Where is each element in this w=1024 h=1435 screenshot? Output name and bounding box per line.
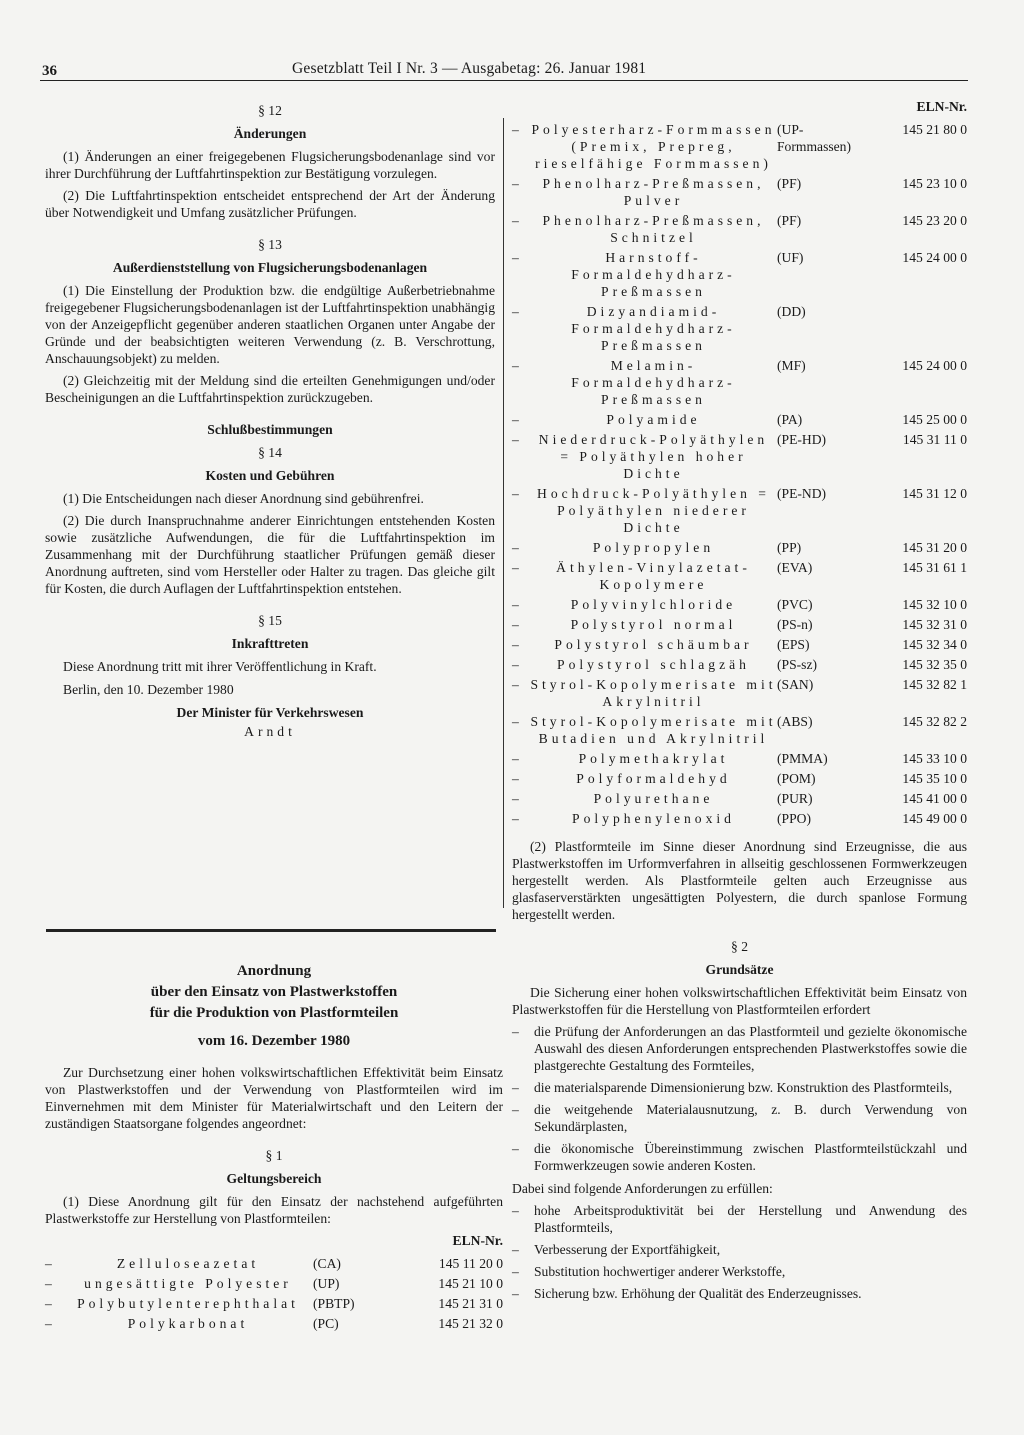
row-dash: – xyxy=(512,677,519,692)
requirements-list xyxy=(512,1202,967,1302)
table-row xyxy=(512,750,967,770)
eln-number: 145 32 34 0 xyxy=(902,637,967,652)
table-row xyxy=(512,411,967,431)
page-number: 36 xyxy=(42,63,57,79)
row-dash: – xyxy=(512,432,519,447)
eln-number: 145 21 31 0 xyxy=(438,1296,503,1311)
material-name: Polypropylen xyxy=(592,540,715,555)
eln-number: 145 23 10 0 xyxy=(902,176,967,191)
row-dash: – xyxy=(512,250,519,265)
material-abbreviation: (PPO) xyxy=(777,811,811,826)
list-item: – die materialsparende Dimensionierung bzw. Konstruktion des Plastformteils, xyxy=(512,1079,967,1096)
table-row xyxy=(512,810,967,830)
table-row xyxy=(512,636,967,656)
eln-number: 145 31 11 0 xyxy=(902,432,967,447)
material-abbreviation: (PF) xyxy=(777,176,802,191)
material-name: Polyvinylchloride xyxy=(570,597,737,612)
row-dash: – xyxy=(512,637,519,652)
table-row xyxy=(512,485,967,539)
eln-number: 145 21 32 0 xyxy=(438,1316,503,1331)
row-dash: – xyxy=(45,1276,52,1291)
material-name: Styrol-Kopolymerisate mit Akrylnitril xyxy=(530,677,777,709)
section-mark-12: § 12 xyxy=(258,103,282,118)
material-abbreviation: (PF) xyxy=(777,213,802,228)
table-row xyxy=(512,121,967,175)
anordnung-date: vom 16. Dezember 1980 xyxy=(197,1033,351,1049)
table-row xyxy=(512,596,967,616)
material-abbreviation: (CA) xyxy=(313,1256,341,1271)
header-rule xyxy=(40,80,968,81)
page-header-title: Gesetzblatt Teil I Nr. 3 — Ausgabetag: 26. Januar 1981 xyxy=(292,60,647,77)
row-dash: – xyxy=(512,811,519,826)
material-name: Phenolharz-Preßmassen, Schnitzel xyxy=(542,213,765,245)
list-item: – Sicherung bzw. Erhöhung der Qualität des Enderzeugnisses. xyxy=(512,1285,967,1302)
material-abbreviation: (PE-HD) xyxy=(777,432,827,447)
row-dash: – xyxy=(45,1296,52,1311)
material-abbreviation: (PBTP) xyxy=(313,1296,355,1311)
eln-number xyxy=(877,303,967,357)
row-dash: – xyxy=(512,714,519,729)
material-name: Polyurethane xyxy=(593,791,714,806)
table-row xyxy=(512,676,967,713)
material-name: Melamin-Formaldehydharz-Preßmassen xyxy=(571,358,736,407)
row-dash: – xyxy=(512,122,519,137)
row-dash: – xyxy=(512,486,519,501)
eln-number: 145 31 12 0 xyxy=(902,486,967,501)
material-abbreviation: (PA) xyxy=(777,412,803,427)
section-title-13: Außerdienststellung von Flugsicherungsbodenanlagen xyxy=(112,260,428,275)
material-name: Niederdruck-Polyäthylen = Polyäthylen hoher Dichte xyxy=(538,432,769,481)
paragraph: (2) Gleichzeitig mit der Meldung sind die erteilten Genehmigungen und/oder Bescheinigungen an die Luftfahrtinspektion zurückzugeben. xyxy=(45,373,495,405)
eln-number: 145 31 61 1 xyxy=(902,560,967,575)
eln-number: 145 24 00 0 xyxy=(902,358,967,373)
material-abbreviation: (POM) xyxy=(777,771,816,786)
material-name: Styrol-Kopolymerisate mit Butadien und Akrylnitril xyxy=(530,714,777,746)
table-row xyxy=(45,1275,503,1295)
anordnung-subtitle: über den Einsatz von Plastwerkstoffen xyxy=(150,984,398,1000)
row-dash: – xyxy=(512,617,519,632)
eln-number: 145 11 20 0 xyxy=(438,1256,503,1271)
paragraph: (1) Die Einstellung der Produktion bzw. die endgültige Außerbetriebnahme freigegebener Flugsicherungsbodenanlagen ist der Luftfahrtinspektion unabhängig von der Anzeigepflicht gegenüber anderen staatlichen Organen unter Angabe der Gründe und der beabsichtigten weiteren Verwendung (z. B. Verschrottung, Anschauungsobjekt) zu melden. xyxy=(45,283,495,366)
paragraph: Die Sicherung einer hohen volkswirtschaftlichen Effektivität beim Einsatz von Plastwerkstoffen für die Herstellung von Plastformteilen erfordert xyxy=(512,985,967,1017)
material-name: ungesättigte Polyester xyxy=(84,1276,292,1291)
table-row xyxy=(45,1295,503,1315)
eln-number: 145 33 10 0 xyxy=(902,751,967,766)
list-item: – hohe Arbeitsproduktivität bei der Herstellung und Anwendung des Plastformteils, xyxy=(512,1202,967,1236)
paragraph: (1) Diese Anordnung gilt für den Einsatz der nachstehend aufgeführten Plastwerkstoffe zur Herstellung von Plastformteilen: xyxy=(45,1194,503,1226)
row-dash: – xyxy=(512,771,519,786)
eln-number: 145 49 00 0 xyxy=(902,811,967,826)
material-abbreviation: (PMMA) xyxy=(777,751,828,766)
material-abbreviation: (PS-n) xyxy=(777,617,813,632)
material-abbreviation: (UP-Formmassen) xyxy=(777,122,852,154)
eln-number: 145 24 00 0 xyxy=(902,250,967,265)
list-item: – Substitution hochwertiger anderer Werkstoffe, xyxy=(512,1263,967,1280)
row-dash: – xyxy=(512,304,519,319)
material-name: Polyamide xyxy=(606,412,701,427)
section-title-2: Grundsätze xyxy=(705,962,774,977)
eln-number: 145 32 10 0 xyxy=(902,597,967,612)
material-abbreviation: (PVC) xyxy=(777,597,813,612)
table-row xyxy=(512,539,967,559)
list-item: – die Prüfung der Anforderungen an das Plastformteil und gezielte ökonomische Auswahl des diesen Anforderungen entsprechenden Plastwerkstoffes sowie die plastgerechte Gestaltung des Formteiles, xyxy=(512,1023,967,1074)
part-title-schluss: Schlußbestimmungen xyxy=(207,422,333,437)
eln-column-header: ELN-Nr. xyxy=(452,1233,503,1248)
material-name: Polyphenylenoxid xyxy=(572,811,735,826)
row-dash: – xyxy=(512,540,519,555)
materials-table-right xyxy=(512,121,967,830)
eln-number: 145 32 82 1 xyxy=(902,677,967,692)
material-abbreviation: (MF) xyxy=(777,358,806,373)
eln-number: 145 31 20 0 xyxy=(902,540,967,555)
eln-number: 145 32 82 2 xyxy=(902,714,967,729)
material-name: Polystyrol normal xyxy=(570,617,737,632)
row-dash: – xyxy=(512,358,519,373)
column-divider xyxy=(503,118,504,908)
eln-number: 145 25 00 0 xyxy=(902,412,967,427)
eln-column-header: ELN-Nr. xyxy=(916,99,967,114)
row-dash: – xyxy=(512,412,519,427)
material-name: Polyesterharz-Formmassen (Premix, Prepreg, rieselfähige Formmassen) xyxy=(531,122,776,171)
table-row xyxy=(512,770,967,790)
left-column xyxy=(45,102,495,740)
list-item: – die ökonomische Übereinstimmung zwischen Plastformteilstückzahl und Formwerkzeugen sowie anderen Kosten. xyxy=(512,1140,967,1174)
material-name: Harnstoff-Formaldehydharz-Preßmassen xyxy=(571,250,736,299)
section-mark-13: § 13 xyxy=(258,237,282,252)
anordnung-block xyxy=(45,962,503,1335)
paragraph: (1) Die Entscheidungen nach dieser Anordnung sind gebührenfrei. xyxy=(63,491,424,506)
section-title-15: Inkrafttreten xyxy=(231,636,309,651)
section-title-12: Änderungen xyxy=(233,126,307,141)
table-row xyxy=(512,713,967,750)
eln-number: 145 23 20 0 xyxy=(902,213,967,228)
material-name: Phenolharz-Preßmassen, Pulver xyxy=(542,176,765,208)
material-abbreviation: (EPS) xyxy=(777,637,810,652)
material-abbreviation: (PE-ND) xyxy=(777,486,827,501)
table-row xyxy=(512,249,967,303)
table-row xyxy=(512,616,967,636)
row-dash: – xyxy=(512,657,519,672)
preamble: Zur Durchsetzung einer hohen volkswirtschaftlichen Effektivität beim Einsatz von Plastwerkstoffen und der Verwendung von Plastformteilen wird im Einvernehmen mit dem Minister für Materialwirtschaft und den Leitern der zuständigen Staatsorgane folgendes angeordnet: xyxy=(45,1065,503,1131)
section-mark-14: § 14 xyxy=(258,445,282,460)
material-name: Polyformaldehyd xyxy=(576,771,731,786)
row-dash: – xyxy=(512,751,519,766)
material-name: Hochdruck-Polyäthylen = Polyäthylen niederer Dichte xyxy=(537,486,770,535)
anordnung-subtitle: für die Produktion von Plastformteilen xyxy=(149,1005,399,1021)
table-row xyxy=(512,303,967,357)
material-name: Polystyrol schlagzäh xyxy=(557,657,750,672)
material-abbreviation: (PP) xyxy=(777,540,802,555)
table-row xyxy=(512,357,967,411)
row-dash: – xyxy=(45,1256,52,1271)
material-abbreviation: (UF) xyxy=(777,250,804,265)
section-mark-15: § 15 xyxy=(258,613,282,628)
eln-number: 145 41 00 0 xyxy=(902,791,967,806)
eln-number: 145 21 80 0 xyxy=(902,122,967,137)
paragraph: (1) Änderungen an einer freigegebenen Flugsicherungsbodenanlage sind vor ihrer Durchführung der Luftfahrtinspektion zur Bestätigung vorzulegen. xyxy=(45,149,495,181)
row-dash: – xyxy=(512,791,519,806)
material-abbreviation: (SAN) xyxy=(777,677,814,692)
right-column xyxy=(512,98,967,1308)
paragraph: (2) Die Luftfahrtinspektion entscheidet entsprechend der Art der Änderung über Notwendigkeit und Umfang zusätzlicher Prüfungen. xyxy=(45,188,495,220)
section-title-1: Geltungsbereich xyxy=(226,1171,322,1186)
section-title-14: Kosten und Gebühren xyxy=(205,468,335,483)
paragraph: Diese Anordnung tritt mit ihrer Veröffentlichung in Kraft. xyxy=(63,659,377,674)
table-row xyxy=(512,212,967,249)
eln-number: 145 32 35 0 xyxy=(902,657,967,672)
place-date: Berlin, den 10. Dezember 1980 xyxy=(63,682,234,697)
list-item: – Verbesserung der Exportfähigkeit, xyxy=(512,1241,967,1258)
row-dash: – xyxy=(512,560,519,575)
table-row xyxy=(512,559,967,596)
anordnung-title: Anordnung xyxy=(236,963,312,979)
material-name: Polystyrol schäumbar xyxy=(554,637,753,652)
material-name: Zelluloseazetat xyxy=(116,1256,260,1271)
table-row xyxy=(45,1255,503,1275)
paragraph: Dabei sind folgende Anforderungen zu erfüllen: xyxy=(512,1181,773,1196)
material-name: Dizyandiamid-Formaldehydharz-Preßmassen xyxy=(571,304,736,353)
principles-list xyxy=(512,1023,967,1174)
table-row xyxy=(45,1315,503,1335)
paragraph: (2) Die durch Inanspruchnahme anderer Einrichtungen entstehenden Kosten sowie zusätzliche Aufwendungen, die für die Luftfahrtinspektion im Zusammenhang mit der Durchführung staatlicher Prüfungen gemäß dieser Anordnung auftreten, sind vom Hersteller oder Halter zu tragen. Das gleiche gilt für Kosten, die durch Auflagen der Luftfahrtinspektion entstehen. xyxy=(45,513,495,596)
section-divider xyxy=(46,929,496,932)
list-item: – die weitgehende Materialausnutzung, z. B. durch Verwendung von Sekundärplasten, xyxy=(512,1101,967,1135)
section-mark-1: § 1 xyxy=(265,1148,283,1163)
material-name: Polybutylenterephthalat xyxy=(77,1296,299,1311)
table-row xyxy=(512,175,967,212)
material-abbreviation: (UP) xyxy=(313,1276,340,1291)
section-mark-2: § 2 xyxy=(731,939,748,954)
materials-table-left xyxy=(45,1255,503,1335)
table-row xyxy=(512,431,967,485)
eln-number: 145 21 10 0 xyxy=(438,1276,503,1291)
eln-number: 145 35 10 0 xyxy=(902,771,967,786)
minister-title: Der Minister für Verkehrswesen xyxy=(176,705,364,720)
table-row xyxy=(512,790,967,810)
material-abbreviation: (EVA) xyxy=(777,560,813,575)
material-name: Äthylen-Vinylazetat-Kopolymere xyxy=(556,560,751,592)
material-abbreviation: (DD) xyxy=(777,304,806,319)
material-abbreviation: (PUR) xyxy=(777,791,813,806)
material-abbreviation: (PS-sz) xyxy=(777,657,818,672)
material-name: Polymethakrylat xyxy=(578,751,729,766)
row-dash: – xyxy=(512,213,519,228)
table-row xyxy=(512,656,967,676)
material-abbreviation: (PC) xyxy=(313,1316,339,1331)
material-name: Polykarbonat xyxy=(127,1316,249,1331)
material-abbreviation: (ABS) xyxy=(777,714,813,729)
row-dash: – xyxy=(512,597,519,612)
row-dash: – xyxy=(512,176,519,191)
row-dash: – xyxy=(45,1316,52,1331)
eln-number: 145 32 31 0 xyxy=(902,617,967,632)
paragraph: (2) Plastformteile im Sinne dieser Anordnung sind Erzeugnisse, die aus Plastwerkstoffen im Urformverfahren in allseitig geschlossenen Formwerkzeugen hergestellt werden. Als Plastformteile gelten auch Erzeugnisse aus glasfaserverstärkten ungesättigten Polyestern, die durch spanlose Formung hergestellt werden. xyxy=(512,839,967,922)
signatory-name: Arndt xyxy=(244,724,296,739)
